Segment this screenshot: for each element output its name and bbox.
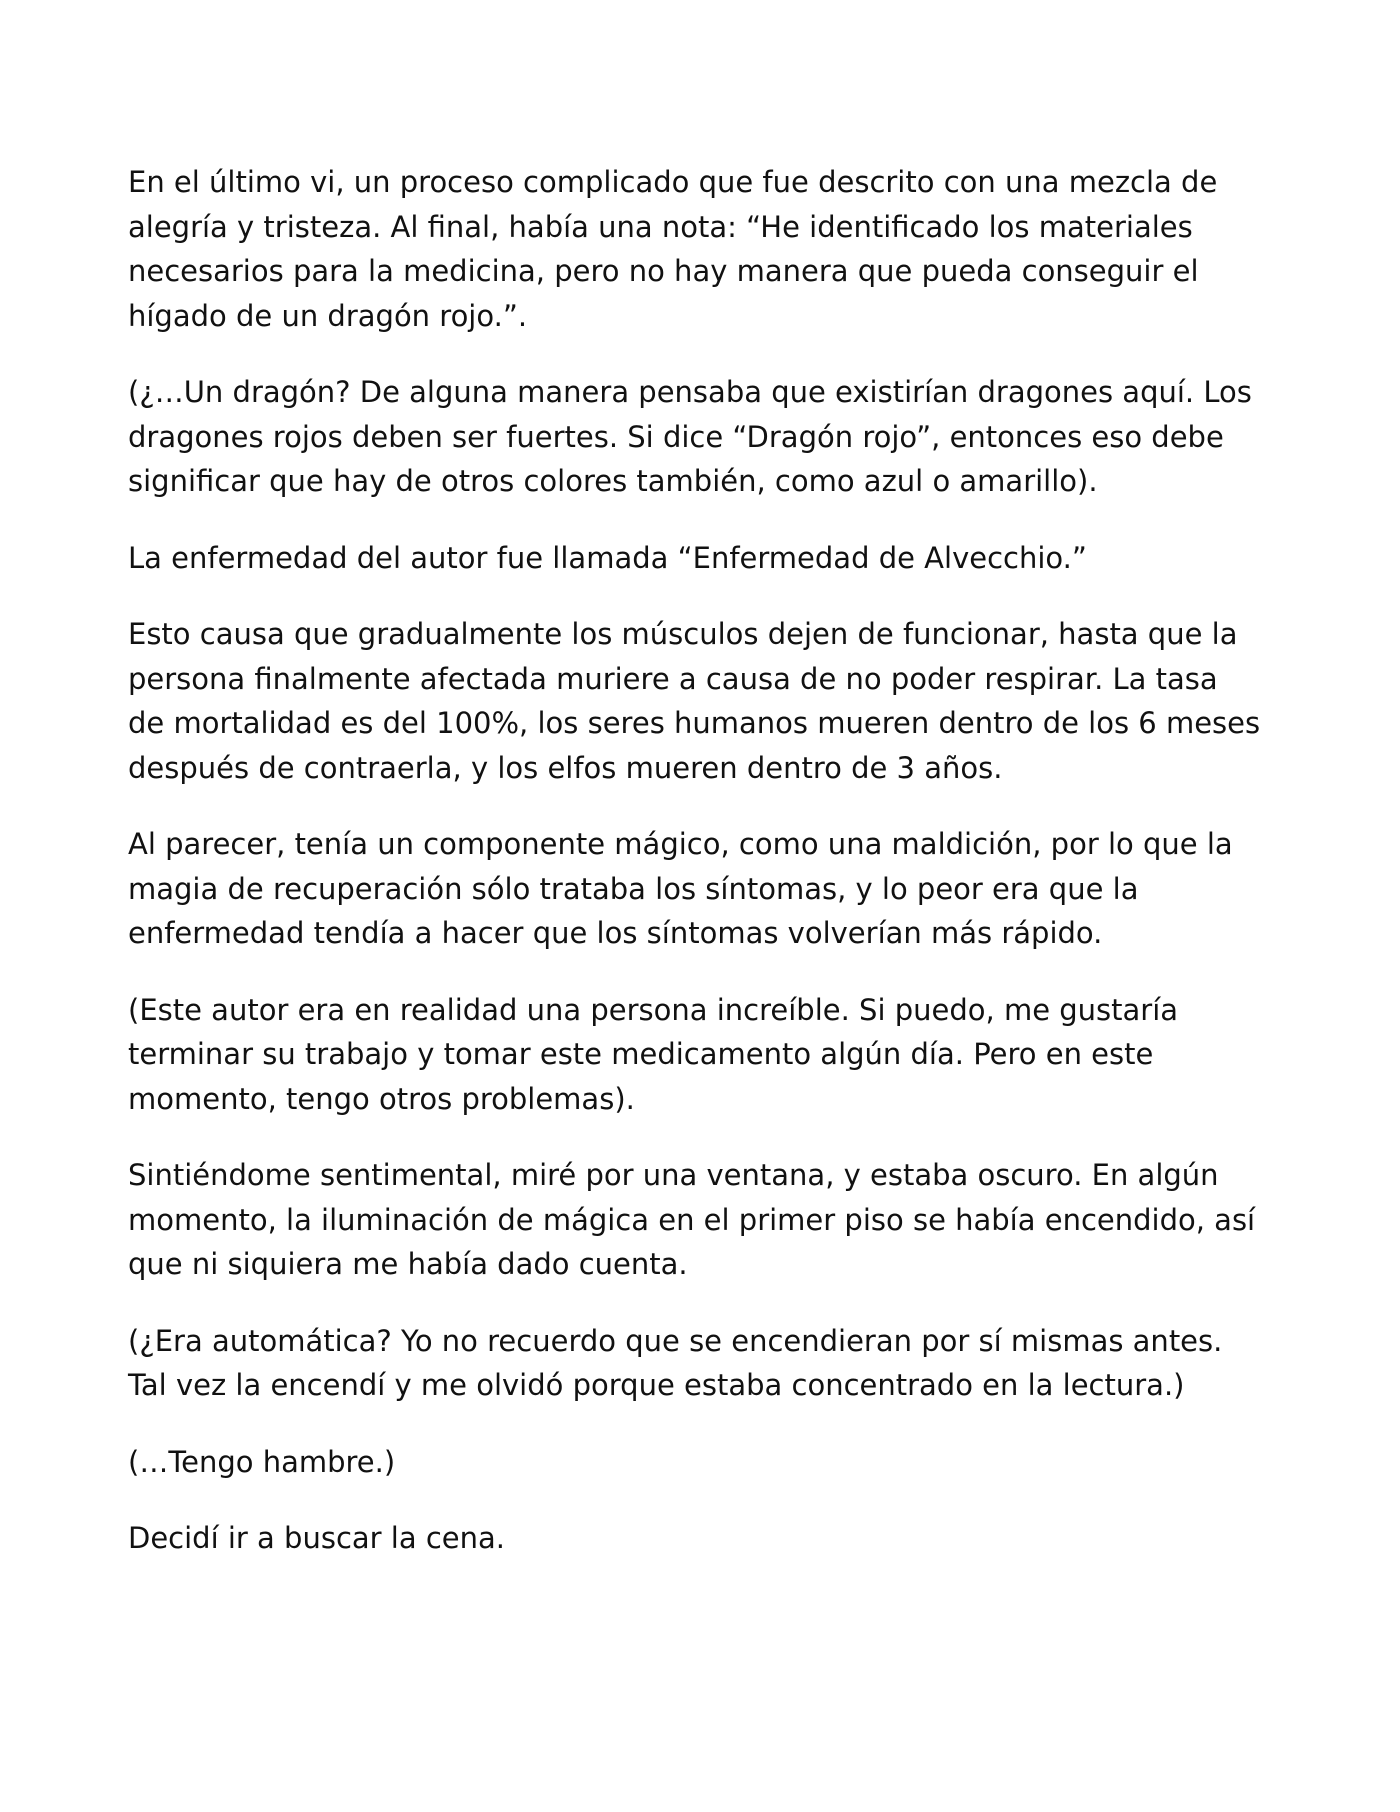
text-line: (¿…Un dragón? De alguna manera pensaba que existirían dragones aquí. Los <box>128 375 1252 409</box>
text-line: Sintiéndome sentimental, miré por una ventana, y estaba oscuro. En algún <box>128 1158 1219 1192</box>
text-line: (Este autor era en realidad una persona increíble. Si puedo, me gustaría <box>128 992 1179 1027</box>
text-line: hígado de un dragón rojo.”. <box>128 298 528 333</box>
paragraph-5 <box>128 822 1288 956</box>
text-line: La enfermedad del autor fue llamada “Enfermedad de Alvecchio.” <box>128 540 1087 575</box>
paragraph-4 <box>128 612 1288 790</box>
text-line: significar que hay de otros colores también, como azul o amarillo). <box>128 464 1098 498</box>
text-line: que ni siquiera me había dado cuenta. <box>128 1247 688 1281</box>
text-line: dragones rojos deben ser fuertes. Si dice “Dragón rojo”, entonces eso debe <box>128 419 1224 454</box>
text-line: En el último vi, un proceso complicado que fue descrito con una mezcla de <box>128 165 1218 199</box>
text-line: Esto causa que gradualmente los músculos dejen de funcionar, hasta que la <box>128 617 1238 651</box>
paragraph-1 <box>128 160 1288 338</box>
text-line: (…Tengo hambre.) <box>128 1444 396 1479</box>
text-line: después de contraerla, y los elfos mueren dentro de 3 años. <box>128 750 1003 785</box>
text-line: Decidí ir a buscar la cena. <box>128 1521 505 1555</box>
text-line: enfermedad tendía a hacer que los síntomas volverían más rápido. <box>128 916 1103 950</box>
text-line: necesarios para la medicina, pero no hay manera que pueda conseguir el <box>128 254 1199 288</box>
text-line: Al parecer, tenía un componente mágico, como una maldición, por lo que la <box>128 827 1233 861</box>
paragraph-8 <box>128 1319 1288 1408</box>
body-text <box>128 160 1288 1561</box>
paragraph-2 <box>128 370 1288 504</box>
paragraph-10 <box>128 1516 1288 1561</box>
paragraph-9 <box>128 1440 1288 1485</box>
text-line: magia de recuperación sólo trataba los síntomas, y lo peor era que la <box>128 871 1139 906</box>
paragraph-3 <box>128 536 1288 581</box>
text-line: de mortalidad es del 100%, los seres humanos mueren dentro de los 6 meses <box>128 706 1261 740</box>
text-line: (¿Era automática? Yo no recuerdo que se encendieran por sí mismas antes. <box>128 1323 1223 1358</box>
text-line: persona finalmente afectada muriere a causa de no poder respirar. La tasa <box>128 661 1218 696</box>
paragraph-6 <box>128 988 1288 1122</box>
text-line: terminar su trabajo y tomar este medicamento algún día. Pero en este <box>128 1037 1154 1071</box>
text-line: alegría y tristeza. Al final, había una nota: “He identificado los materiales <box>128 209 1193 244</box>
text-line: momento, tengo otros problemas). <box>128 1081 635 1116</box>
text-line: momento, la iluminación de mágica en el primer piso se había encendido, así <box>128 1202 1256 1237</box>
paragraph-7 <box>128 1153 1288 1287</box>
text-line: Tal vez la encendí y me olvidó porque estaba concentrado en la lectura.) <box>128 1368 1185 1402</box>
